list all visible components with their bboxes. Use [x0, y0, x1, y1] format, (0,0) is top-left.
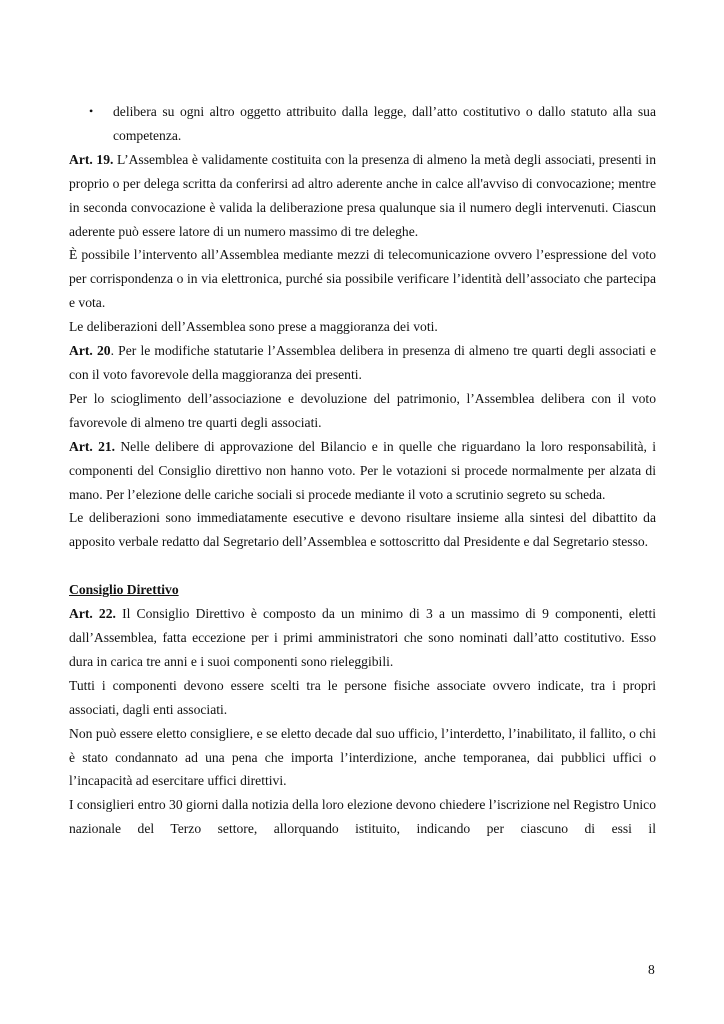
- article-text-21: Nelle delibere di approvazione del Bilancio e in quelle che riguardano la loro responsabilità, i componenti del Consiglio direttivo non hanno voto. Per le votazioni si procede normalmente per alzata di mano. Per l’elezione delle cariche sociali si procede mediante il voto a scrutinio segreto su scheda.: [69, 438, 656, 502]
- bullet-icon: •: [89, 104, 94, 118]
- document-page-body: [69, 100, 656, 841]
- art22-paragraph-4: I consiglieri entro 30 giorni dalla notizia della loro elezione devono chiedere l’iscrizione nel Registro Unico nazionale del Terzo settore, allorquando istituito, indicando per ciascuno di essi il: [69, 797, 656, 837]
- section-spacer: [69, 554, 656, 578]
- bullet-list-item: [69, 100, 656, 148]
- article-text-19: L’Assemblea è validamente costituita con la presenza di almeno la metà degli associati, presenti in proprio o per delega scritta da conferirsi ad altro aderente anche in calce all'avviso di convocazione; mentre in seconda convocazione è valida la deliberazione presa qualunque sia il numero degli intervenuti. Ciascun aderente può essere latore di un numero massimo di tre deleghe.: [69, 151, 656, 239]
- section-title: Consiglio Direttivo: [69, 582, 179, 598]
- art19-paragraph-2: È possibile l’intervento all’Assemblea mediante mezzi di telecomunicazione ovvero l’espressione del voto per corrispondenza o in via elettronica, purché sia possibile verificare l’identità dell’associato che partecipa e vota.: [69, 247, 656, 311]
- art20-paragraph: [69, 339, 656, 387]
- article-label-22: Art. 22.: [69, 606, 116, 622]
- art19-paragraph: [69, 148, 656, 244]
- article-label-19: Art. 19.: [69, 151, 114, 167]
- article-label-20: Art. 20: [69, 343, 111, 359]
- art22-paragraph: [69, 602, 656, 674]
- art21-paragraph: [69, 435, 656, 507]
- art21-paragraph-2: Le deliberazioni sono immediatamente esecutive e devono risultare insieme alla sintesi del dibattito da apposito verbale redatto dal Segretario dell’Assemblea e sottoscritto dal Presidente e dal Segretario stesso.: [69, 510, 656, 550]
- art20-paragraph-2: Per lo scioglimento dell’associazione e devoluzione del patrimonio, l’Assemblea delibera con il voto favorevole di almeno tre quarti degli associati.: [69, 390, 656, 430]
- art22-paragraph-3: Non può essere eletto consigliere, e se eletto decade dal suo ufficio, l’interdetto, l’inabilitato, il fallito, o chi è stato condannato ad una pena che importa l’interdizione, anche temporanea, dai pubblici uffici o l’incapacità ad esercitare uffici direttivi.: [69, 725, 656, 789]
- art19-paragraph-3: Le deliberazioni dell’Assemblea sono prese a maggioranza dei voti.: [69, 319, 438, 335]
- art22-paragraph-2: Tutti i componenti devono essere scelti tra le persone fisiche associate ovvero indicate, tra i propri associati, dagli enti associati.: [69, 677, 656, 717]
- article-label-21: Art. 21.: [69, 438, 116, 454]
- page-number: 8: [648, 962, 655, 977]
- bullet-item-text: delibera su ogni altro oggetto attribuito dalla legge, dall’atto costitutivo o dallo statuto alla sua competenza.: [113, 104, 656, 143]
- article-text-22: Il Consiglio Direttivo è composto da un minimo di 3 a un massimo di 9 componenti, eletti dall’Assemblea, fatta eccezione per i primi amministratori che sono nominati dall’atto costitutivo. Esso dura in carica tre anni e i suoi componenti sono rieleggibili.: [69, 606, 656, 669]
- article-text-20: . Per le modifiche statutarie l’Assemblea delibera in presenza di almeno tre quarti degli associati e con il voto favorevole della maggioranza dei presenti.: [69, 343, 657, 382]
